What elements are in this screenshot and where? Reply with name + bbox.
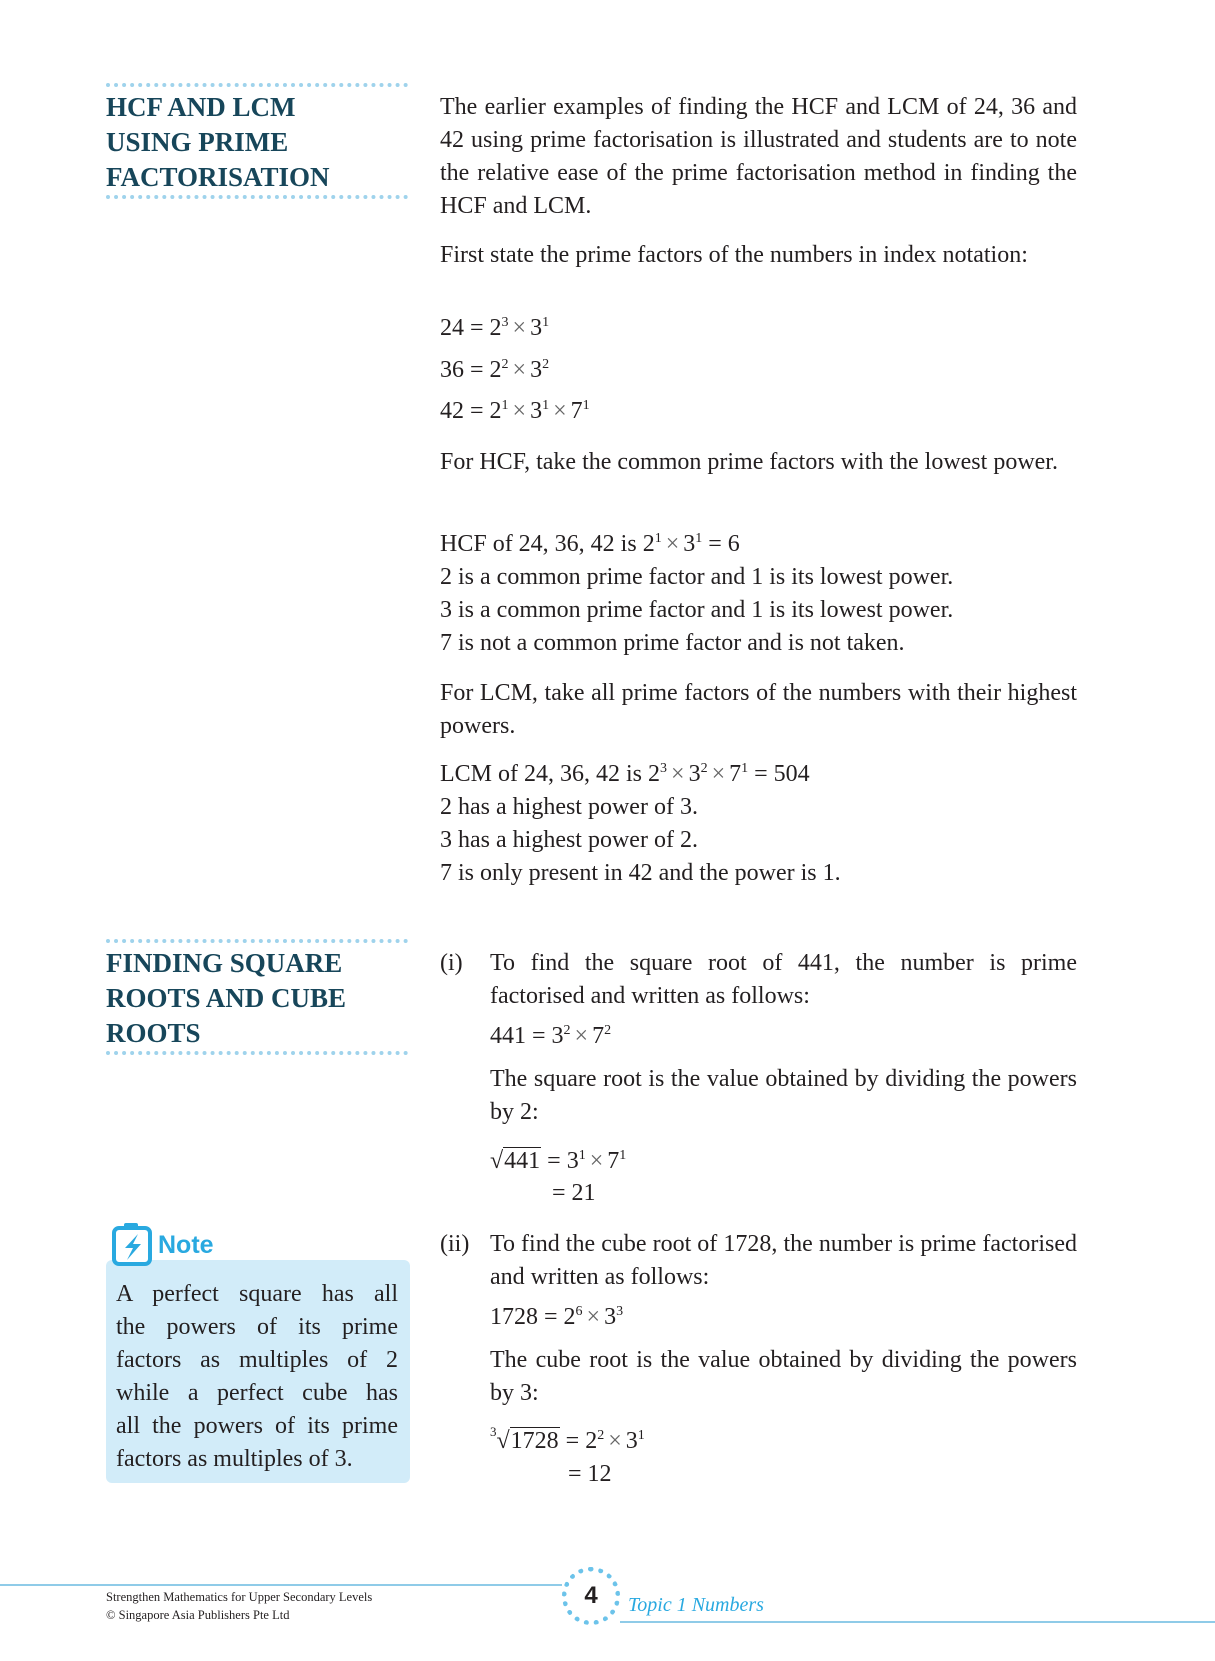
times-sign: × xyxy=(671,761,685,787)
times-sign: × xyxy=(574,1023,589,1049)
footer-credits xyxy=(106,1588,372,1624)
number: 441 = xyxy=(490,1023,552,1049)
hcf-rule: For HCF, take the common prime factors with the lowest power. xyxy=(440,449,1058,475)
power-term: $3^1$ xyxy=(566,1148,586,1174)
power-term: $7^1$ xyxy=(607,1148,627,1174)
number: 42 = xyxy=(440,398,490,424)
note-line: all the powers of its prime xyxy=(116,1413,398,1439)
calc-prefix: LCM of 24, 36, 42 is xyxy=(440,761,649,787)
intro-paragraph: The earlier examples of finding the HCF and LCM of 24, 36 and 42 using prime factorisation is illustrated and students are to note the relative ease of the prime factorisation method in finding the HCF and LCM. xyxy=(440,94,1077,219)
index-intro: First state the prime factors of the numbers in index notation: xyxy=(440,242,1028,268)
calc-prefix: HCF of 24, 36, 42 is xyxy=(440,531,643,557)
part2-explain: The cube root is the value obtained by dividing the powers by 3: xyxy=(490,1347,1077,1406)
factorisation xyxy=(440,354,549,387)
hcf-block xyxy=(440,528,1077,660)
times-sign: × xyxy=(608,1428,622,1454)
root-result-terms xyxy=(585,1428,645,1454)
factorisation xyxy=(440,395,590,428)
times-sign: × xyxy=(586,1304,601,1330)
cube-root-step: $^3√1728 = 2^2 \times 3^1$ xyxy=(490,1424,645,1454)
number: 24 = xyxy=(440,315,490,341)
note-line: A perfect square has all xyxy=(116,1281,398,1307)
power-term: $2^1$ xyxy=(642,531,662,557)
root-result-terms xyxy=(567,1148,627,1174)
times-sign: × xyxy=(512,398,527,424)
power-term: $7^1$ xyxy=(570,398,590,424)
power-term: $3^2$ xyxy=(688,761,708,787)
times-sign: × xyxy=(512,315,527,341)
lcm-calculation xyxy=(440,758,1077,791)
heading-line: FACTORISATION xyxy=(106,162,330,192)
part1-text: To find the square root of 441, the number is prime factorised and written as follows: xyxy=(490,950,1077,1009)
times-sign: × xyxy=(553,398,567,424)
lcm-note: 7 is only present in 42 and the power is 1. xyxy=(440,860,841,886)
hcf-note: 7 is not a common prime factor and is not taken. xyxy=(440,630,905,656)
lcm-note: 3 has a highest power of 2. xyxy=(440,827,698,853)
times-sign: × xyxy=(589,1148,604,1174)
footer-rule xyxy=(0,1584,562,1586)
radical-sign: √ xyxy=(490,1148,504,1174)
lcm-rule: For LCM, take all prime factors of the numbers with their highest powers. xyxy=(440,680,1077,739)
power-term: $7^2$ xyxy=(592,1023,612,1049)
heading-line: USING PRIME xyxy=(106,127,289,157)
calc-result: = 6 xyxy=(702,531,740,557)
note-line: the powers of its prime xyxy=(116,1314,398,1340)
lightning-note-icon xyxy=(110,1222,156,1268)
lcm-block xyxy=(440,758,1077,890)
divider xyxy=(106,83,408,87)
radicand: 1728 xyxy=(510,1428,559,1454)
heading-line: ROOTS AND CUBE xyxy=(106,983,347,1013)
square-root-step: $√441 = 3^1 \times 7^1$ xyxy=(490,1148,627,1174)
note-line: factors as multiples of 2 xyxy=(116,1347,398,1373)
hcf-note: 3 is a common prime factor and 1 is its lowest power. xyxy=(440,597,954,623)
power-term: $3^2$ xyxy=(530,357,550,383)
part-label: (ii) xyxy=(440,1231,470,1257)
heading-line: ROOTS xyxy=(106,1018,201,1048)
power-term: $2^6$ xyxy=(563,1304,583,1330)
part-label: (i) xyxy=(440,950,463,976)
calc-result: = 504 xyxy=(748,761,810,787)
topic-label: Topic 1 Numbers xyxy=(628,1594,764,1616)
times-sign: × xyxy=(512,357,527,383)
factorisation xyxy=(490,1020,611,1053)
power-term: $2^2$ xyxy=(585,1428,605,1454)
number: 36 = xyxy=(440,357,490,383)
section-heading-hcf-lcm xyxy=(106,90,408,195)
note-title: Note xyxy=(158,1231,214,1259)
power-term: $3^1$ xyxy=(683,531,703,557)
hcf-note: 2 is a common prime factor and 1 is its lowest power. xyxy=(440,564,954,590)
power-term: $2^2$ xyxy=(489,357,509,383)
page-number: 4 xyxy=(562,1567,620,1625)
note-text xyxy=(116,1278,398,1476)
section-heading-roots xyxy=(106,946,408,1051)
power-term: $3^1$ xyxy=(625,1428,645,1454)
times-sign: × xyxy=(665,531,680,557)
heading-line: FINDING SQUARE xyxy=(106,948,343,978)
part2-text: To find the cube root of 1728, the number is prime factorised and written as follows: xyxy=(490,1231,1077,1290)
power-term: $3^2$ xyxy=(551,1023,571,1049)
lcm-note: 2 has a highest power of 3. xyxy=(440,794,698,820)
square-root-result: = 21 xyxy=(552,1180,596,1206)
footer-rule xyxy=(620,1621,1215,1623)
radicand: 441 xyxy=(504,1148,541,1174)
divider xyxy=(106,1051,408,1055)
radical-sign: √ xyxy=(496,1428,510,1454)
power-term: $2^3$ xyxy=(489,315,509,341)
root-index: 3 xyxy=(490,1424,497,1439)
book-title: Strengthen Mathematics for Upper Secondary Levels xyxy=(106,1590,373,1604)
times-sign: × xyxy=(711,761,726,787)
number: 1728 = xyxy=(490,1304,564,1330)
cube-root-result: = 12 xyxy=(568,1461,612,1487)
factorisation xyxy=(440,312,549,345)
power-term: $3^1$ xyxy=(530,315,550,341)
power-term: $7^1$ xyxy=(729,761,749,787)
power-term: $3^1$ xyxy=(530,398,550,424)
part1-explain: The square root is the value obtained by dividing the powers by 2: xyxy=(490,1066,1077,1125)
power-term: $2^1$ xyxy=(489,398,509,424)
power-term: $3^3$ xyxy=(604,1304,624,1330)
factorisation xyxy=(490,1301,623,1334)
heading-line: HCF AND LCM xyxy=(106,92,296,122)
note-line: factors as multiples of 3. xyxy=(116,1446,353,1472)
note-line: while a perfect cube has xyxy=(116,1380,398,1406)
copyright: © Singapore Asia Publishers Pte Ltd xyxy=(106,1608,290,1622)
hcf-calculation xyxy=(440,528,1077,561)
divider xyxy=(106,939,408,943)
divider xyxy=(106,195,408,199)
power-term: $2^3$ xyxy=(648,761,668,787)
